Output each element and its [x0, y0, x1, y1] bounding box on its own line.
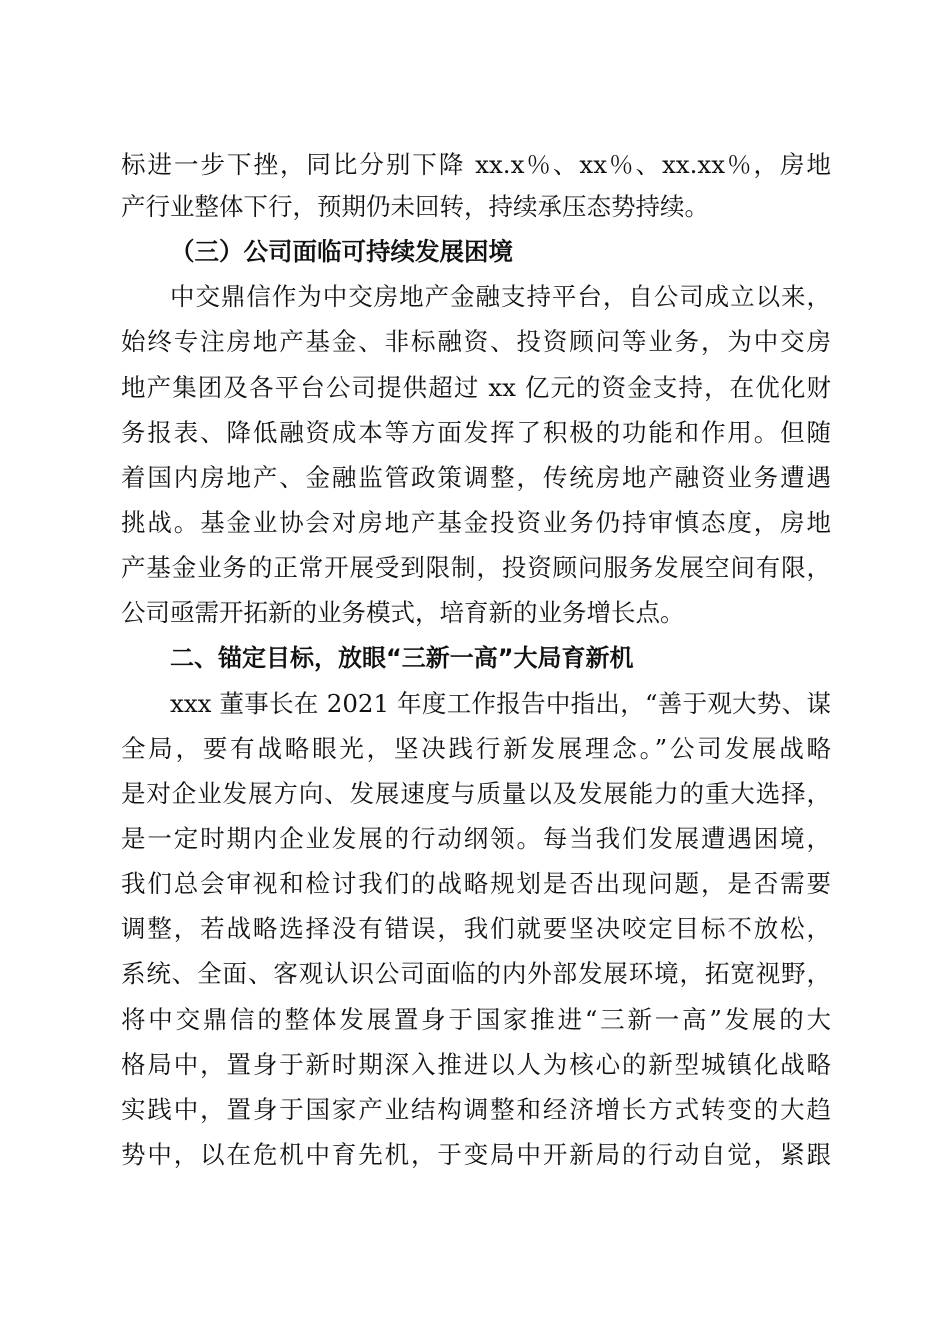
text-line: 将中交鼎信的整体发展置身于国家推进“三新一高”发展的大 [121, 1005, 831, 1034]
text-line: 挑战。基金业协会对房地产基金投资业务仍持审慎态度，房地 [121, 508, 831, 537]
text-line: 公司亟需开拓新的业务模式，培育新的业务增长点。 [121, 598, 685, 627]
text-line: 系统、全面、客观认识公司面临的内外部发展环境，拓宽视野， [121, 959, 831, 988]
section-subheading: （三）公司面临可持续发展困境 [170, 237, 513, 266]
text-line: 势中，以在危机中育先机，于变局中开新局的行动自觉，紧跟 [121, 1140, 831, 1169]
text-line: 着国内房地产、金融监管政策调整，传统房地产融资业务遭遇 [121, 463, 831, 492]
text-line: 是一定时期内企业发展的行动纲领。每当我们发展遭遇困境， [121, 824, 831, 853]
text-line: 我们总会审视和检讨我们的战略规划是否出现问题，是否需要 [121, 869, 831, 898]
text-line: 地产集团及各平台公司提供超过 xx 亿元的资金支持，在优化财 [121, 373, 831, 402]
text-line: 标进一步下挫，同比分别下降 xx.x％、xx％、xx.xx％，房地 [121, 150, 831, 179]
paragraph-first-line: 中交鼎信作为中交房地产金融支持平台，自公司成立以来， [170, 282, 831, 311]
text-line: 实践中，置身于国家产业结构调整和经济增长方式转变的大趋 [121, 1095, 831, 1124]
text-line: 务报表、降低融资成本等方面发挥了积极的功能和作用。但随 [121, 418, 831, 447]
text-line: 格局中，置身于新时期深入推进以人为核心的新型城镇化战略 [121, 1050, 831, 1079]
text-line: 产行业整体下行，预期仍未回转，持续承压态势持续。 [121, 192, 709, 221]
text-line: 调整，若战略选择没有错误，我们就要坚决咬定目标不放松， [121, 914, 831, 943]
paragraph-first-line: xxx 董事长在 2021 年度工作报告中指出，“善于观大势、谋 [170, 689, 831, 718]
text-line: 始终专注房地产基金、非标融资、投资顾问等业务，为中交房 [121, 327, 831, 356]
text-line: 全局，要有战略眼光，坚决践行新发展理念。”公司发展战略 [121, 734, 831, 763]
text-line: 产基金业务的正常开展受到限制，投资顾问服务发展空间有限， [121, 553, 831, 582]
text-line: 是对企业发展方向、发展速度与质量以及发展能力的重大选择， [121, 779, 831, 808]
section-heading: 二、锚定目标，放眼“三新一高”大局育新机 [170, 644, 634, 672]
